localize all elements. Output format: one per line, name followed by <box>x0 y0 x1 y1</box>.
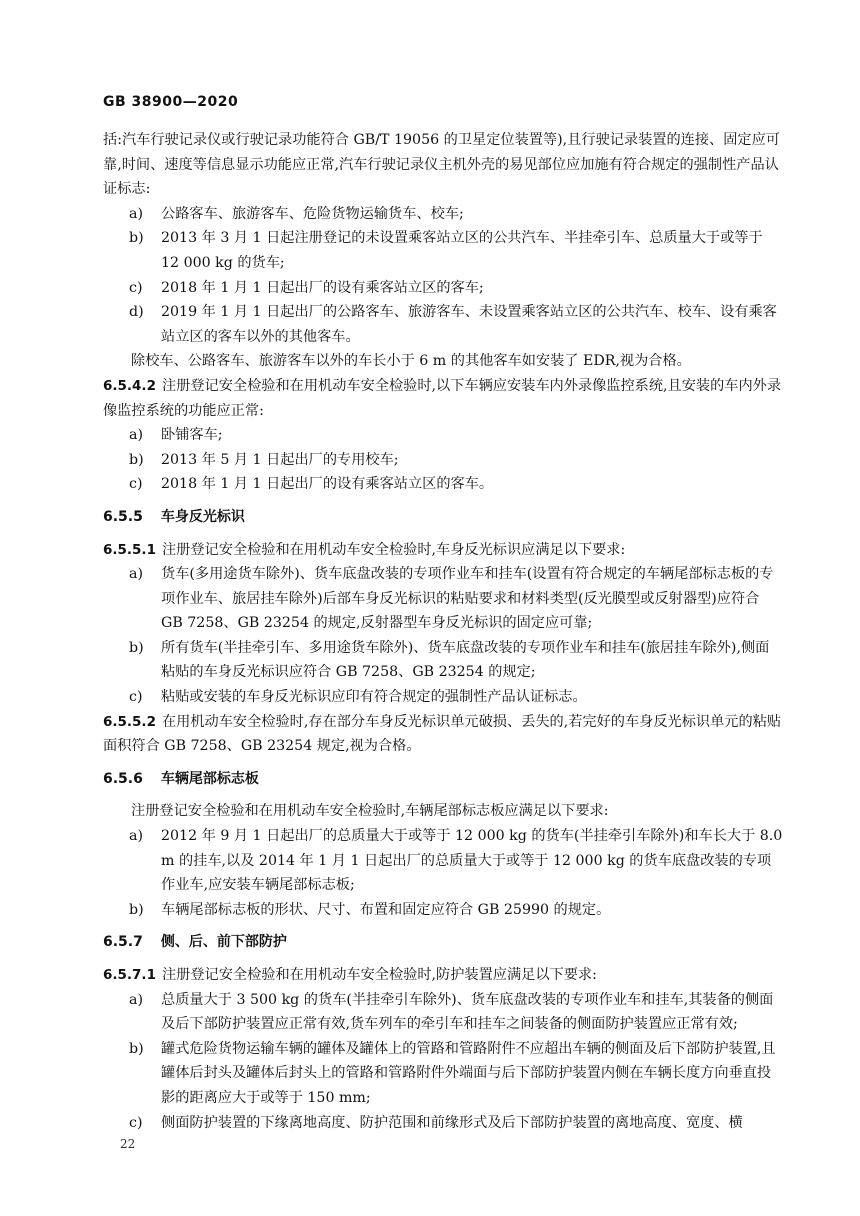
list-text: 2012 年 9 月 1 日起出厂的总质量大于或等于 12 000 kg 的货车(半挂牵引车除外)和车长大于 8.0 m 的挂车,以及 2014 年 1 月 1 日起出厂的总质量大于或等于 12 000 kg 的货车底盘改装的专项作业车,应安装车辆尾部标志板; <box>161 828 783 894</box>
list-reflective-markings <box>103 562 783 710</box>
clause-6-5-5-2 <box>103 710 783 759</box>
clause-number: 6.5.5.2 <box>103 713 156 730</box>
list-label: b) <box>129 901 144 918</box>
clause-text: 在用机动车安全检验时,存在部分车身反光标识单元破损、丢失的,若完好的车身反光标识单元的粘贴面积符合 GB 7258、GB 23254 规定,视为合格。 <box>103 713 782 755</box>
list-text: 2018 年 1 月 1 日起出厂的设有乘客站立区的客车。 <box>161 476 494 493</box>
list-text: 2019 年 1 月 1 日起出厂的公路客车、旅游客车、未设置乘客站立区的公共汽车、校车、设有乘客站立区的客车以外的其他客车。 <box>161 304 777 345</box>
list-text: 公路客车、旅游客车、危险货物运输货车、校车; <box>161 205 464 222</box>
list-text: 罐式危险货物运输车辆的罐体及罐体上的管路和管路附件不应超出车辆的侧面及后下部防护装置,且罐体后封头及罐体后封头上的管路和管路附件外端面与后下部防护装置内侧在车辆长度方向垂直投影的距离应大于或等于 150 mm; <box>161 1040 776 1106</box>
standard-header: GB 38900—2020 <box>103 94 239 110</box>
paragraph: 注册登记安全检验和在用机动车安全检验时,车辆尾部标志板应满足以下要求: <box>131 803 609 820</box>
list-label: a) <box>129 566 143 583</box>
list-label: c) <box>129 689 143 706</box>
list-item <box>103 1111 783 1136</box>
list-item <box>103 300 783 349</box>
section-title: 侧、后、前下部防护 <box>160 934 287 951</box>
list-text: 所有货车(半挂牵引车、多用途货车除外)、货车底盘改装的专项作业车和挂车(旅居挂车除外),侧面粘贴的车身反光标识应符合 GB 7258、GB 23254 的规定; <box>161 639 770 681</box>
list-text: 侧面防护装置的下缘离地高度、防护范围和前缘形式及后下部防护装置的离地高度、宽度、横 <box>161 1114 743 1131</box>
list-label: c) <box>129 279 143 296</box>
list-text: 2013 年 3 月 1 日起注册登记的未设置乘客站立区的公共汽车、半挂牵引车、总质量大于或等于 12 000 kg 的货车; <box>161 230 763 271</box>
list-text: 2018 年 1 月 1 日起出厂的设有乘客站立区的客车; <box>161 279 484 296</box>
list-vehicle-types <box>103 202 783 350</box>
list-label: a) <box>129 427 143 444</box>
list-item <box>103 685 783 710</box>
list-text: 2013 年 5 月 1 日起出厂的专用校车; <box>161 451 399 468</box>
section-title: 车身反光标识 <box>160 508 245 525</box>
clause-number: 6.5.4.2 <box>103 377 156 394</box>
clause-number: 6.5.5.1 <box>103 541 156 558</box>
list-label: a) <box>129 991 143 1008</box>
paragraph: 括:汽车行驶记录仪或行驶记录功能符合 GB/T 19056 的卫星定位装置等),且行驶记录装置的连接、固定应可靠,时间、速度等信息显示功能应正常,汽车行驶记录仪主机外壳的易见部位应加施有符合规定的强制性产品认证标志: <box>103 132 780 198</box>
list-item <box>103 824 783 898</box>
list-item <box>103 472 783 497</box>
list-item <box>103 988 783 1037</box>
list-label: b) <box>129 1040 144 1057</box>
list-item <box>103 1037 783 1111</box>
list-label: a) <box>129 205 143 222</box>
page-number: 22 <box>120 1137 136 1151</box>
list-item <box>103 636 783 685</box>
list-recording-systems <box>103 423 783 497</box>
clause-text: 注册登记安全检验和在用机动车安全检验时,车身反光标识应满足以下要求: <box>161 541 626 558</box>
clause-number: 6.5.7.1 <box>103 967 156 983</box>
section-heading-6-5-5 <box>103 505 783 530</box>
section-number: 6.5.6 <box>103 770 143 787</box>
list-label: c) <box>129 476 143 493</box>
clause-text: 注册登记安全检验和在用机动车安全检验时,防护装置应满足以下要求: <box>161 967 597 983</box>
list-label: b) <box>129 451 144 468</box>
list-label: b) <box>129 639 144 656</box>
list-text: 总质量大于 3 500 kg 的货车(半挂牵引车除外)、货车底盘改装的专项作业车和挂车,其装备的侧面及后下部防护装置应正常有效,货车列车的牵引车和挂车之间装备的侧面防护装置应正常有效; <box>161 991 774 1033</box>
paragraph: 除校车、公路客车、旅游客车以外的车长小于 6 m 的其他客车如安装了 EDR,视为合格。 <box>131 353 691 370</box>
list-label: b) <box>129 230 144 247</box>
list-item <box>103 448 783 473</box>
list-text: 粘贴或安装的车身反光标识应印有符合规定的强制性产品认证标志。 <box>161 689 587 706</box>
list-text: 车辆尾部标志板的形状、尺寸、布置和固定应符合 GB 25990 的规定。 <box>161 901 611 918</box>
list-label: c) <box>129 1114 143 1131</box>
list-label: d) <box>129 304 144 321</box>
list-text: 卧铺客车; <box>161 427 223 444</box>
section-heading-6-5-7 <box>103 930 783 955</box>
clause-6-5-5-1 <box>103 538 783 563</box>
list-item <box>103 276 783 301</box>
list-item <box>103 562 783 636</box>
list-rear-marking-plates <box>103 824 783 922</box>
clause-6-5-7-1 <box>103 963 783 988</box>
list-protection-devices <box>103 988 783 1136</box>
section-heading-6-5-6 <box>103 767 783 792</box>
section-title: 车辆尾部标志板 <box>160 770 259 787</box>
list-item <box>103 226 783 275</box>
list-item <box>103 423 783 448</box>
section-number: 6.5.7 <box>103 934 143 951</box>
list-text: 货车(多用途货车除外)、货车底盘改装的专项作业车和挂车(设置有符合规定的车辆尾部标志板的专项作业车、旅居挂车除外)后部车身反光标识的粘贴要求和材料类型(反光膜型或反射器型)应符合 GB 7258、GB 23254 的规定,反射器型车身反光标识的固定应可靠; <box>161 566 774 632</box>
clause-text: 注册登记安全检验和在用机动车安全检验时,以下车辆应安装车内外录像监控系统,且安装的车内外录像监控系统的功能应正常: <box>103 377 782 419</box>
clause-6-5-4-2 <box>103 374 783 423</box>
document-body <box>103 128 783 1135</box>
list-item <box>103 898 783 923</box>
list-label: a) <box>129 828 143 845</box>
list-item <box>103 202 783 227</box>
section-number: 6.5.5 <box>103 508 143 525</box>
